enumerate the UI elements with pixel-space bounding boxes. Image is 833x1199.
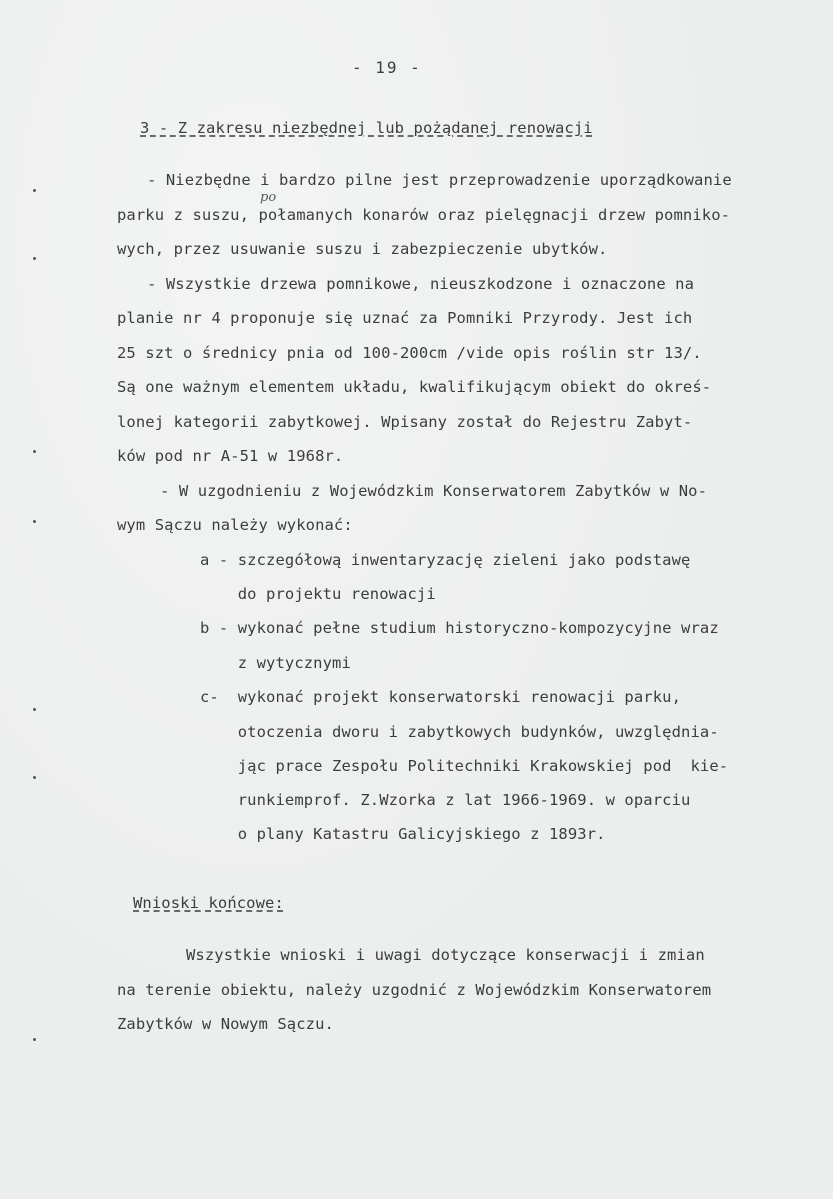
list-item-c-continued: jąc prace Zespołu Politechniki Krakowskiej pod kie-	[200, 757, 729, 775]
text-line: wym Sączu należy wykonać:	[117, 516, 353, 534]
list-item-c: c- wykonać projekt konserwatorski renowacji parku,	[200, 688, 682, 706]
section-heading-text: 3 - Z zakresu niezbędnej lub pożądanej renowacji	[140, 119, 593, 137]
text-line: Zabytków w Nowym Sączu.	[117, 1015, 334, 1033]
list-item-b-continued: z wytycznymi	[200, 654, 351, 672]
list-item-a-continued: do projektu renowacji	[200, 585, 436, 603]
text-line: Wszystkie wnioski i uwagi dotyczące konserwacji i zmian	[186, 946, 705, 964]
margin-dot	[33, 708, 36, 711]
list-item-c-continued: otoczenia dworu i zabytkowych budynków, uwzględnia-	[200, 723, 719, 741]
list-item-c-continued: o plany Katastru Galicyjskiego z 1893r.	[200, 825, 606, 843]
section-heading	[140, 118, 593, 138]
text-line: Są one ważnym elementem układu, kwalifikującym obiekt do okreś-	[117, 378, 712, 396]
list-item-b: b - wykonać pełne studium historyczno-kompozycyjne wraz	[200, 619, 719, 637]
text-line: - Wszystkie drzewa pomnikowe, nieuszkodzone i oznaczone na	[147, 275, 695, 293]
text-line: wych, przez usuwanie suszu i zabezpieczenie ubytków.	[117, 240, 608, 258]
text-line: 25 szt o średnicy pnia od 100-200cm /vide opis roślin str 13/.	[117, 344, 702, 362]
list-item-c-continued: runkiemprof. Z.Wzorka z lat 1966-1969. w oparciu	[200, 791, 691, 809]
list-item-a: a - szczegółową inwentaryzację zieleni jako podstawę	[200, 551, 691, 569]
text-line: lonej kategorii zabytkowej. Wpisany został do Rejestru Zabyt-	[117, 413, 693, 431]
margin-dot	[33, 520, 36, 523]
text-line: planie nr 4 proponuje się uznać za Pomniki Przyrody. Jest ich	[117, 309, 693, 327]
page-number: - 19 -	[352, 58, 422, 77]
margin-dot	[33, 257, 36, 260]
text-line: - Niezbędne i bardzo pilne jest przeprowadzenie uporządkowanie	[147, 171, 732, 189]
text-line: na terenie obiektu, należy uzgodnić z Wojewódzkim Konserwatorem	[117, 981, 712, 999]
text-line: parku z suszu, połamanych konarów oraz pielęgnacji drzew pomniko-	[117, 206, 731, 224]
margin-dot	[33, 776, 36, 779]
margin-dot	[33, 1038, 36, 1041]
margin-dot	[33, 189, 36, 192]
text-line: - W uzgodnieniu z Wojewódzkim Konserwatorem Zabytków w No-	[160, 482, 708, 500]
handwritten-correction: po	[260, 190, 277, 205]
conclusions-heading: Wnioski końcowe:	[133, 894, 284, 912]
text-line: ków pod nr A-51 w 1968r.	[117, 447, 344, 465]
margin-dot	[33, 450, 36, 453]
